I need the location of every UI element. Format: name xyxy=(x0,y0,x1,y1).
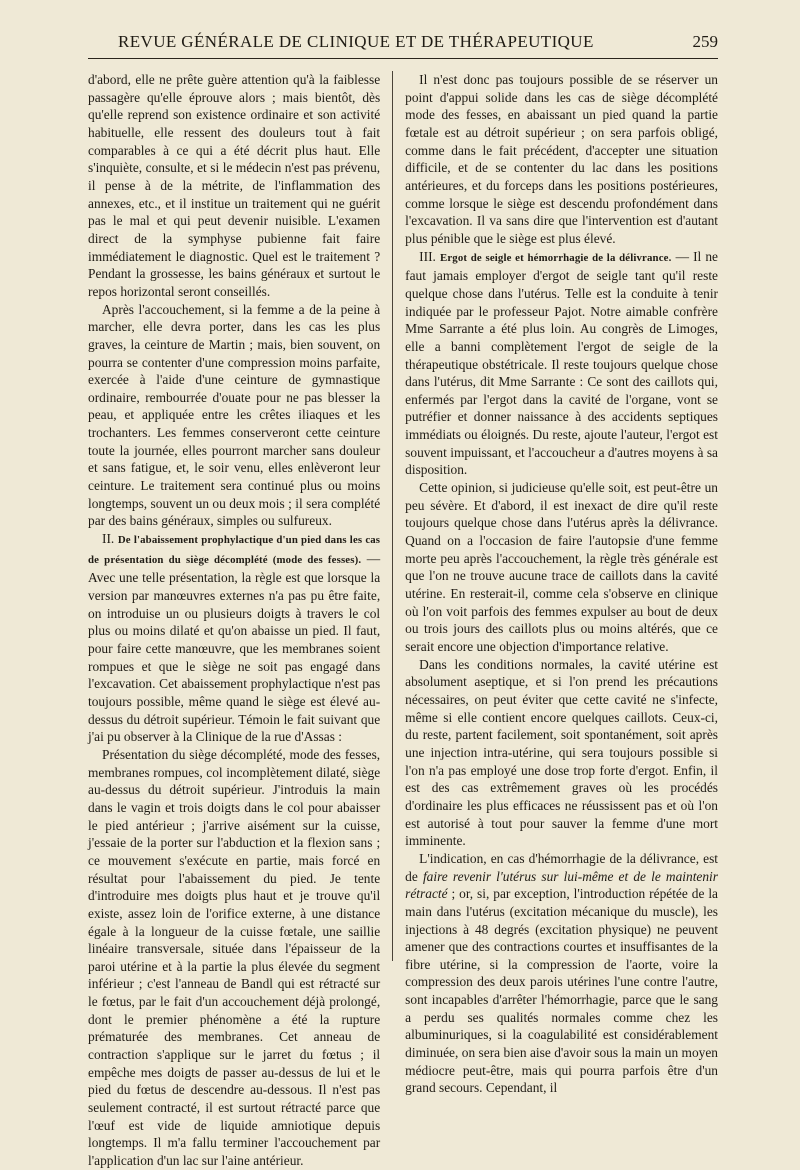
column-divider xyxy=(392,71,393,961)
right-column xyxy=(405,71,718,1170)
paragraph-text: ; or, si, par exception, l'introduction répétée de la main dans l'utérus (excitation mécanique du muscle), les injections à 48 degrés (excitation physique) ne peuvent amener que des contractions courtes et insuffisantes de la fibre utérine, si la compression de l'aorte, voire la compression des deux parois utérines l'une contre l'autre, sont incapables d'arrêter l'hémorrhagie, parce que le sang a perdu ses qualités normales comme chez les albuminuriques, si la coagulabilité est considérablement diminuée, on sera bien aise d'avoir sous la main un moyen médiocre peut-être, mais qui pourra parfois être d'un grand secours. Cependant, il xyxy=(405,886,718,1096)
section-heading: De l'abaissement prophylactique d'un pied dans les cas de présentation du siège décomplété (mode des fesses). xyxy=(88,534,381,566)
paragraph: Dans les conditions normales, la cavité utérine est absolument aseptique, et si l'on prend les précautions nécessaires, on peut éviter que cette cavité ne s'infecte, même si elle contient encore quelques caillots. Ceux-ci, du reste, partent facilement, soit spontanément, soit après une injection intra-utérine, qui sera toujours possible si l'on n'a pas employé une dose trop forte d'ergot. Enfin, il est des cas extrêmement graves où les procédés d'ordinaire les plus efficaces ne réussissent pas et où l'on est autorisé à tout pour sauver la femme d'une mort imminente. xyxy=(405,656,718,849)
paragraph: Après l'accouchement, si la femme a de la peine à marcher, elle devra porter, dans les cas les plus graves, la ceinture de Martin ; mais, bien souvent, on pourra se contenter d'une compression moins parfaite, exercée à l'aide d'une ceinture de gymnastique ordinaire, rembourrée d'ouate pour ne pas blesser la peau, et appliquée entre les crêtes iliaques et les trochanters. Les femmes conserveront cette ceinture toute la journée, elles pourront marcher sans douleur et sans fatigue, et, le soir venu, elles enlèveront leur ceinture. Le traitement sera continué plus ou moins longtemps, souvent un ou deux mois ; il sera complété par des bains généraux, simples ou sulfureux. xyxy=(88,301,381,529)
paragraph: Il n'est donc pas toujours possible de se réserver un point d'appui solide dans les cas de siège décomplété mode des fesses, en abaissant un pied quand la partie fœtale est au détroit supérieur ; on sera parfois obligé, comme dans le fait précédent, d'accepter une situation difficile, et de se contenter du lac dans les positions antérieures, et du forceps dans les positions postérieures, comme lorsque le siège est descendu profondément dans l'excavation. Il va sans dire que l'intervention est d'autant plus pénible que le siège est plus élevé. xyxy=(405,72,718,246)
page-number: 259 xyxy=(692,32,718,51)
page-header xyxy=(88,28,718,59)
running-title: REVUE GÉNÉRALE DE CLINIQUE ET DE THÉRAPEUTIQUE xyxy=(118,32,594,51)
paragraph-text: L'indication, en cas d'hémorrhagie de la délivrance, est de xyxy=(405,850,718,884)
paragraph: Cette opinion, si judicieuse qu'elle soit, est peut-être un peu sévère. Et d'abord, il est inexact de dire qu'il reste toujours quelque chose dans l'utérus après la délivrance. Quand on a l'occasion de faire l'autopsie d'une femme morte peu après l'accouchement, la règle très générale est que l'on ne trouve aucune trace de caillots dans la cavité utérine. En resterait-il, comme cela s'observe en clinique où l'on voit parfois des femmes expulser au bout de deux ou trois jours des caillots plus ou moins altérés, que ce serait encore une objection d'importance relative. xyxy=(405,480,718,654)
left-column xyxy=(88,71,380,1170)
section-text: — Il ne faut jamais employer d'ergot de seigle tant qu'il reste quelque chose dans l'utérus. Telle est la conduite à tenir indiquée par le professeur Pajot. Notre aimable confrère Mme Sarrante a été plus loin. Au congrès de Limoges, elle a banni complètement l'ergot de seigle de la thérapeutique obstétricale. Il reste toujours quelque chose dans l'utérus, dit Mme Sarrante : Ce sont des caillots qui, enfermés par l'ergot dans la cavité de l'organe, vont se putréfier et donner naissance à des accidents septiques immédiats ou éloignés. Du reste, ajoute l'auteur, l'ergot est souvent impuissant, et l'accoucheur a d'autres moyens à sa disposition. xyxy=(405,248,718,478)
emphasized-text: faire revenir l'utérus sur lui-même et de le maintenir rétracté xyxy=(405,868,718,902)
section-numeral: III. xyxy=(419,248,436,264)
section-heading: Ergot de seigle et hémorrhagie de la délivrance. xyxy=(440,251,672,264)
section-numeral: II. xyxy=(102,531,115,547)
section-paragraph xyxy=(88,530,380,746)
section-text: — Avec une telle présentation, la règle est que lorsque la version par manœuvres externes n'a pas pu être faite, on introduise un ou plusieurs doigts à travers le col plus ou moins dilaté et qu'on abaisse un pied. Il faut, pour faire cette manœuvre, que les membranes soient rompues et que le siège ne soit pas engagé dans l'excavation. Cet abaissement prophylactique n'est pas toujours possible, même quand le siège est élevé au-dessus du détroit supérieur. Témoin le fait suivant que j'ai pu observer à la Clinique de la rue d'Assas : xyxy=(88,550,381,745)
paragraph: Présentation du siège décomplété, mode des fesses, membranes rompues, col incomplètement dilaté, siège au-dessus du détroit supérieur. J'introduis la main dans le vagin et trois doigts dans le col pour abaisser le pied antérieur ; j'arrive aisément sur la cuisse, j'essaie de la porter sur l'abduction et la flexion sans ; ce mouvement s'exécute en partie, mais forcé en résultat pour l'abaissement du pied. Je tente d'introduire mes doigts plus haut et je trouve qu'il existe, assez loin de l'orifice externe, à une distance égale à la longueur de la cuisse fœtale, une saillie linéaire transversale, située dans l'épaisseur de la paroi utérine et à la partie la plus élevée du segment inférieur ; c'est l'anneau de Bandl qui est rétracté sur le fœtus, par le fait d'un accouchement déjà prolongé, dont le premier phénomène a été la rupture prématurée des membranes. Cet anneau de contraction s'applique sur le jarret du fœtus ; il empêche mes doigts de passer au-dessus de lui et le pied du fœtus de descendre au-dessous. Il n'est pas seulement contracté, il est surtout rétracté parce que l'œuf est vide de liquide amniotique depuis longtemps. Il m'a fallu terminer l'accouchement par l'application d'un lac sur l'aine antérieur. xyxy=(88,746,381,1169)
paragraph: d'abord, elle ne prête guère attention qu'à la faiblesse passagère qu'elle éprouve alors ; mais bientôt, dès qu'elle reprend son existence ordinaire et son activité habituelle, elle ressent des douleurs tout à fait comparables à ce qui a été décrit plus haut. Elle s'inquiète, consulte, et si le médecin n'est pas prévenu, il pense à de la métrite, de l'inflammation des annexes, etc., et il institue un traitement qui ne guérit pas le mal et qui peut devenir nuisible. L'examen direct de la symphyse pubienne fait faire immédiatement le diagnostic. Quel est le traitement ? Pendant la grossesse, les bains généraux et surtout le repos horizontal seront conseillés. xyxy=(88,72,381,299)
paragraph xyxy=(405,850,718,1097)
section-paragraph xyxy=(405,248,718,480)
text-columns xyxy=(88,71,718,1170)
